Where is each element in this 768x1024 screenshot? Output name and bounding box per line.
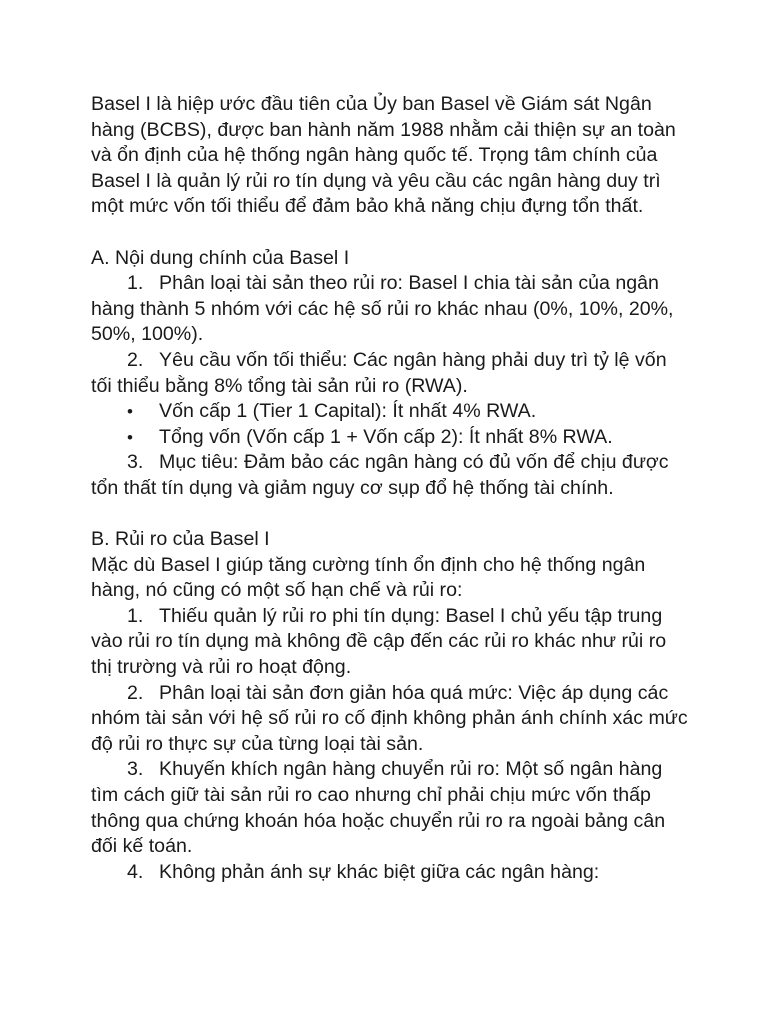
item-text: Khuyến khích ngân hàng chuyển rủi ro: Một số ngân hàng tìm cách giữ tài sản rủi ro cao nhưng chỉ phải chịu mức vốn thấp thông qua chứng khoán hóa hoặc chuyển rủi ro ra ngoài bảng cân đối kế toán. [91,758,666,858]
section-a-bullet-1 [91,399,691,425]
section-a-bullet-2 [91,425,691,451]
item-number: 2. [127,348,144,371]
section-b-item-4 [91,860,691,886]
item-number: 3. [127,451,144,474]
section-a-item-1 [91,271,691,348]
bullet-mark: • [127,402,133,422]
item-text: Thiếu quản lý rủi ro phi tín dụng: Basel I chủ yếu tập trung vào rủi ro tín dụng mà không đề cập đến các rủi ro khác như rủi ro thị trường và rủi ro hoạt động. [91,604,667,679]
spacer [91,502,691,528]
spacer [91,220,691,246]
item-number: 2. [127,681,144,704]
document-page [91,92,691,885]
item-text: Mục tiêu: Đảm bảo các ngân hàng có đủ vốn để chịu được tổn thất tín dụng và giảm nguy cơ sụp đổ hệ thống tài chính. [91,451,669,499]
item-text: Phân loại tài sản theo rủi ro: Basel I chia tài sản của ngân hàng thành 5 nhóm với các hệ số rủi ro khác nhau (0%, 10%, 20%, 50%, 100%). [91,272,674,346]
section-b-item-1 [91,604,691,681]
section-b-intro: Mặc dù Basel I giúp tăng cường tính ổn định cho hệ thống ngân hàng, nó cũng có một số hạn chế và rủi ro: [91,553,646,602]
item-number: 1. [127,604,144,627]
bullet-mark: • [127,427,133,447]
section-b-item-3 [91,757,691,859]
section-a-item-2 [91,348,691,399]
item-number: 4. [127,860,144,883]
item-text: Yêu cầu vốn tối thiểu: Các ngân hàng phải duy trì tỷ lệ vốn tối thiểu bằng 8% tổng tài sản rủi ro (RWA). [91,348,667,397]
item-text: Không phản ánh sự khác biệt giữa các ngân hàng: [159,860,600,883]
bullet-text: Vốn cấp 1 (Tier 1 Capital): Ít nhất 4% RWA. [159,400,537,423]
intro-paragraph: Basel I là hiệp ước đầu tiên của Ủy ban Basel về Giám sát Ngân hàng (BCBS), được ban hành năm 1988 nhằm cải thiện sự an toàn và ổn định của hệ thống ngân hàng quốc tế. Trọng tâm chính của Basel I là quản lý rủi ro tín dụng và yêu cầu các ngân hàng duy trì một mức vốn tối thiểu để đảm bảo khả năng chịu đựng tổn thất. [91,93,676,218]
item-number: 3. [127,758,144,781]
section-a-item-3 [91,450,691,501]
item-text: Phân loại tài sản đơn giản hóa quá mức: Việc áp dụng các nhóm tài sản với hệ số rủi ro cố định không phản ánh chính xác mức độ rủi ro thực sự của từng loại tài sản. [91,681,688,755]
bullet-text: Tổng vốn (Vốn cấp 1 + Vốn cấp 2): Ít nhất 8% RWA. [159,425,613,448]
section-a-heading: A. Nội dung chính của Basel I [91,246,350,269]
item-number: 1. [127,272,144,295]
section-b-item-2 [91,681,691,758]
section-b-heading: B. Rủi ro của Basel I [91,528,270,551]
